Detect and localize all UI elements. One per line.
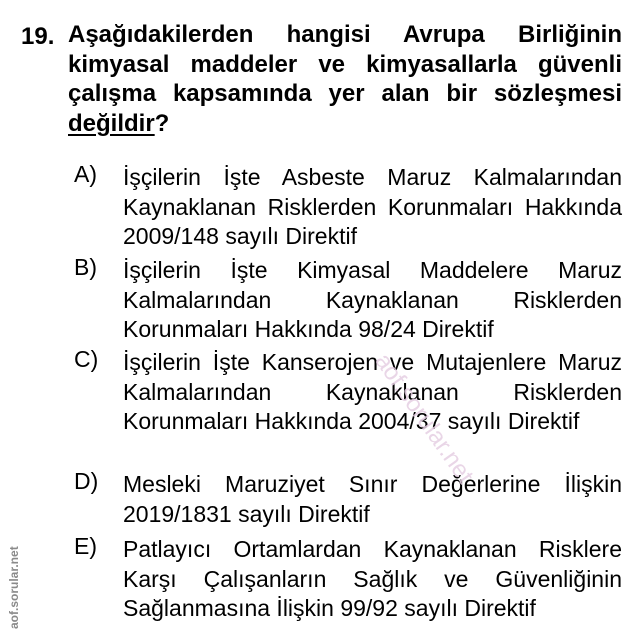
option-letter: C) (74, 346, 99, 372)
option-text: Patlayıcı Ortamlardan Kaynaklanan Risklere Karşı Çalışanların Sağlık ve Güvenliğinin Sağlanmasına İlişkin 99/92 sayılı Direktif (123, 536, 622, 621)
watermark-diagonal: aof.sorular.net (369, 348, 479, 489)
question-number: 19. (21, 23, 55, 50)
option-letter: A) (74, 161, 97, 187)
question-stem (68, 20, 622, 138)
option-letter: E) (74, 533, 97, 559)
option-text: İşçilerin İşte Kanserojen ve Mutajenlere Maruz Kalmalarından Kaynaklanan Risklerden Korunmaları Hakkında 2004/37 sayılı Direktif (123, 349, 622, 434)
question-text: Aşağıdakilerden hangisi Avrupa Birliğinin kimyasal maddeler ve kimyasallarla güvenli çalışma kapsamında yer alan bir sözleşmesi (68, 21, 622, 107)
question-mark: ? (154, 109, 170, 137)
option-text: İşçilerin İşte Asbeste Maruz Kalmalarından Kaynaklanan Risklerden Korunmaları Hakkında 2009/148 sayılı Direktif (123, 164, 622, 249)
option-text: Mesleki Maruziyet Sınır Değerlerine İlişkin 2019/1831 sayılı Direktif (123, 471, 622, 527)
option-letter: D) (74, 468, 99, 494)
watermark-vertical: aof.sorular.net (7, 546, 21, 629)
option-letter: B) (74, 254, 97, 280)
option-text: İşçilerin İşte Kimyasal Maddelere Maruz Kalmalarından Kaynaklanan Risklerden Korunmaları Hakkında 98/24 Direktif (123, 257, 622, 342)
question-emphasis-underlined: değildir (68, 109, 155, 137)
